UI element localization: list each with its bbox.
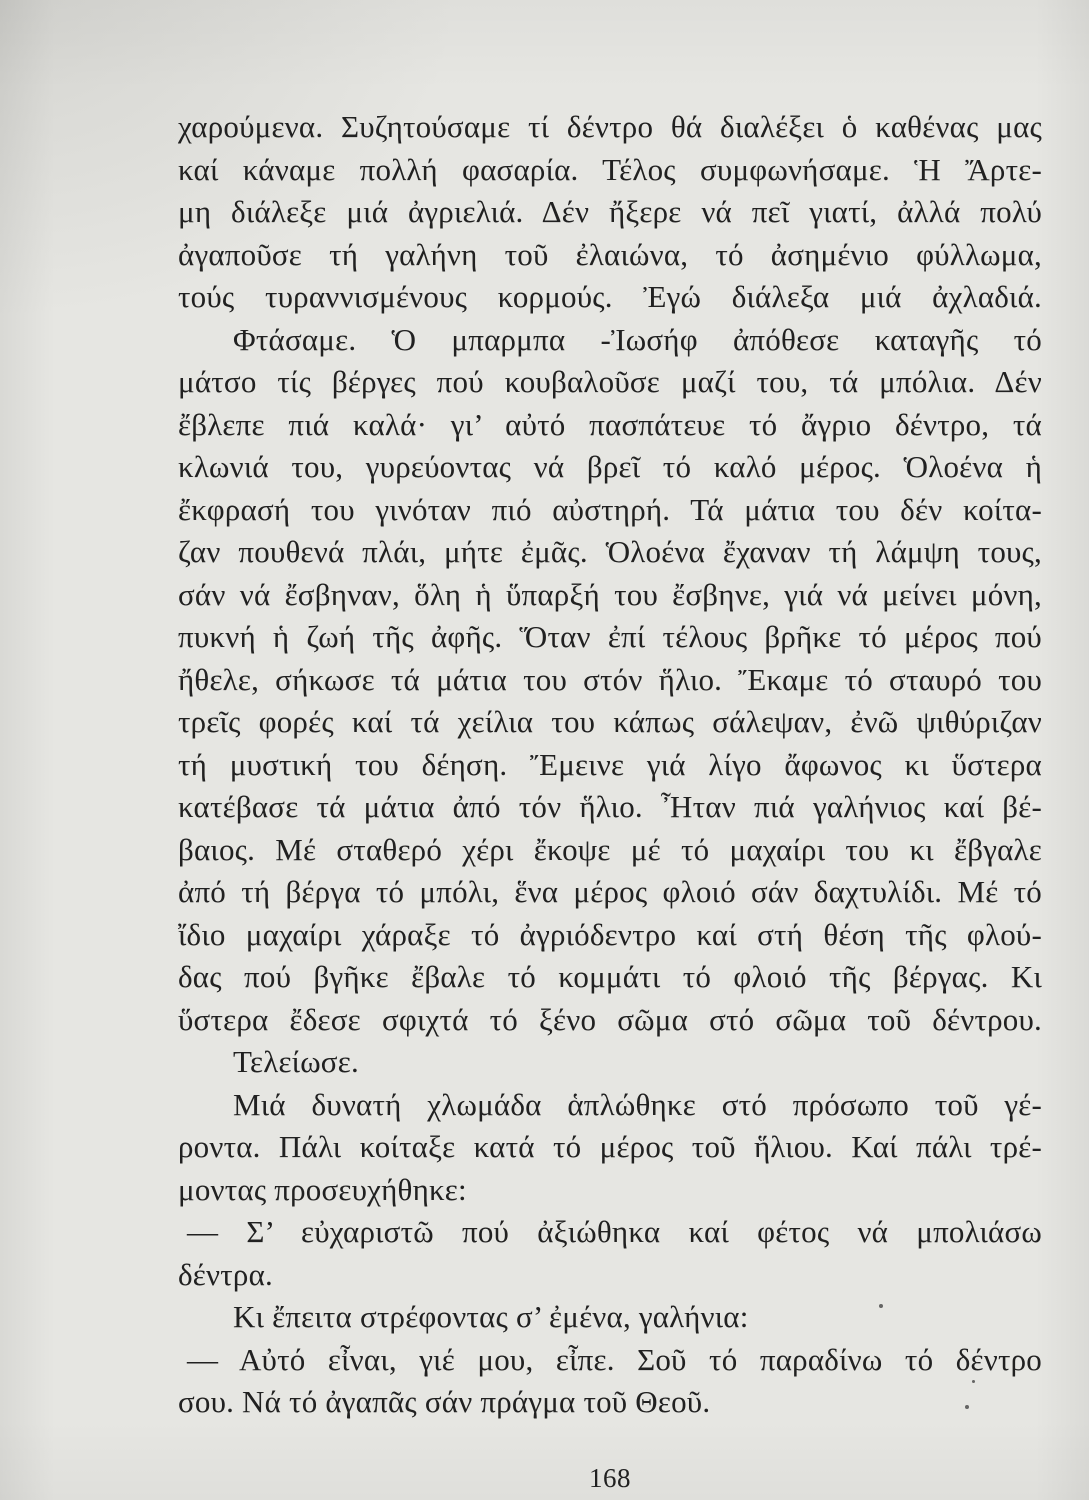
text-line: Τελείωσε. [233, 1044, 359, 1079]
paragraph [178, 319, 1042, 1042]
text-line: ἀγαποῦσε τή γαλήνη τοῦ ἐλαιώνα, τό ἀσημένιο φύλλωμα, [178, 236, 1042, 272]
paragraph [178, 1041, 1042, 1084]
text-line: τρεῖς φορές καί τά χείλια του κάπως σάλεψαν, ἐνῶ ψιθύριζαν [178, 704, 1042, 739]
text-line: κατέβασε τά μάτια ἀπό τόν ἥλιο. Ἦταν πιά γαλήνιος καί βέ- [178, 789, 1042, 824]
text-line: ζαν πουθενά πλάι, μήτε ἐμᾶς. Ὁλοένα ἔχαναν τή λάμψη τους, [178, 534, 1042, 569]
text-line: πυκνή ἡ ζωή τῆς ἀφῆς. Ὅταν ἐπί τέλους βρῆκε τό μέρος πού [178, 619, 1042, 654]
dialogue-paragraph [178, 1211, 1042, 1296]
text-line: ἔβλεπε πιά καλά· γι’ αὐτό πασπάτευε τό ἄγριο δέντρο, τά [178, 406, 1042, 442]
text-line: — Αὐτό εἶναι, γιέ μου, εἶπε. Σοῦ τό παραδίνω τό δέντρο [187, 1341, 1042, 1377]
text-line: — Σ’ εὐχαριστῶ πού ἀξιώθηκα καί φέτος νά μπολιάσω [187, 1214, 1042, 1249]
text-line: τή μυστική του δέηση. Ἔμεινε γιά λίγο ἄφωνος κι ὕστερα [178, 746, 1042, 782]
text-line: τούς τυραννισμένους κορμούς. Ἐγώ διάλεξα μιά ἀχλαδιά. [178, 279, 1042, 314]
text-line: ἤθελε, σήκωσε τά μάτια του στόν ἥλιο. Ἔκαμε τό σταυρό του [178, 661, 1042, 697]
text-line: Μιά δυνατή χλωμάδα ἁπλώθηκε στό πρόσωπο τοῦ γέ- [233, 1086, 1042, 1122]
text-line: κλωνιά του, γυρεύοντας νά βρεῖ τό καλό μέρος. Ὁλοένα ἡ [178, 449, 1042, 484]
text-line: μοντας προσευχήθηκε: [178, 1171, 467, 1207]
text-line: μάτσο τίς βέργες πού κουβαλοῦσε μαζί του, τά μπόλια. Δέν [178, 364, 1042, 399]
text-line: ὕστερα ἔδεσε σφιχτά τό ξένο σῶμα στό σῶμα τοῦ δέντρου. [178, 1001, 1042, 1037]
text-line: ἔκφρασή του γινόταν πιό αὐστηρή. Τά μάτια του δέν κοίτα- [178, 491, 1042, 527]
scan-speck [879, 1304, 883, 1308]
text-line: Φτάσαμε. Ὁ μπαρμπα -Ἰωσήφ ἀπόθεσε καταγῆς τό [233, 321, 1042, 357]
text-line: ροντα. Πάλι κοίταξε κατά τό μέρος τοῦ ἥλιου. Καί πάλι τρέ- [178, 1129, 1042, 1164]
body-text [178, 106, 1042, 1424]
scan-speck [965, 1405, 969, 1409]
text-line: δέντρα. [178, 1256, 273, 1292]
text-line: Κι ἔπειτα στρέφοντας σ’ ἐμένα, γαλήνια: [233, 1299, 749, 1334]
text-line: ἀπό τή βέργα τό μπόλι, ἕνα μέρος φλοιό σάν δαχτυλίδι. Μέ τό [178, 874, 1042, 909]
text-line: καί κάναμε πολλή φασαρία. Τέλος συμφωνήσαμε. Ἡ Ἄρτε- [178, 151, 1042, 187]
text-line: σάν νά ἔσβηναν, ὅλη ἡ ὕπαρξή του ἔσβηνε, γιά νά μείνει μόνη, [178, 576, 1042, 612]
paragraph [178, 1084, 1042, 1212]
text-line: βαιος. Μέ σταθερό χέρι ἔκοψε μέ τό μαχαίρι του κι ἔβγαλε [178, 831, 1042, 867]
scan-speck [972, 1380, 975, 1383]
text-line: χαρούμενα. Συζητούσαμε τί δέντρο θά διαλέξει ὁ καθένας μας [178, 109, 1042, 144]
page-number: 168 [589, 1463, 631, 1493]
paragraph [178, 106, 1042, 319]
text-line: δας πού βγῆκε ἔβαλε τό κομμάτι τό φλοιό τῆς βέργας. Κι [178, 959, 1042, 994]
text-line: ἴδιο μαχαίρι χάραξε τό ἀγριόδεντρο καί στή θέση τῆς φλού- [178, 916, 1042, 952]
paragraph [178, 1296, 1042, 1339]
text-line: μη διάλεξε μιά ἀγριελιά. Δέν ἤξερε νά πεῖ γιατί, ἀλλά πολύ [178, 194, 1042, 229]
dialogue-paragraph [178, 1339, 1042, 1424]
text-line: σου. Νά τό ἀγαπᾶς σάν πράγμα τοῦ Θεοῦ. [178, 1384, 711, 1419]
